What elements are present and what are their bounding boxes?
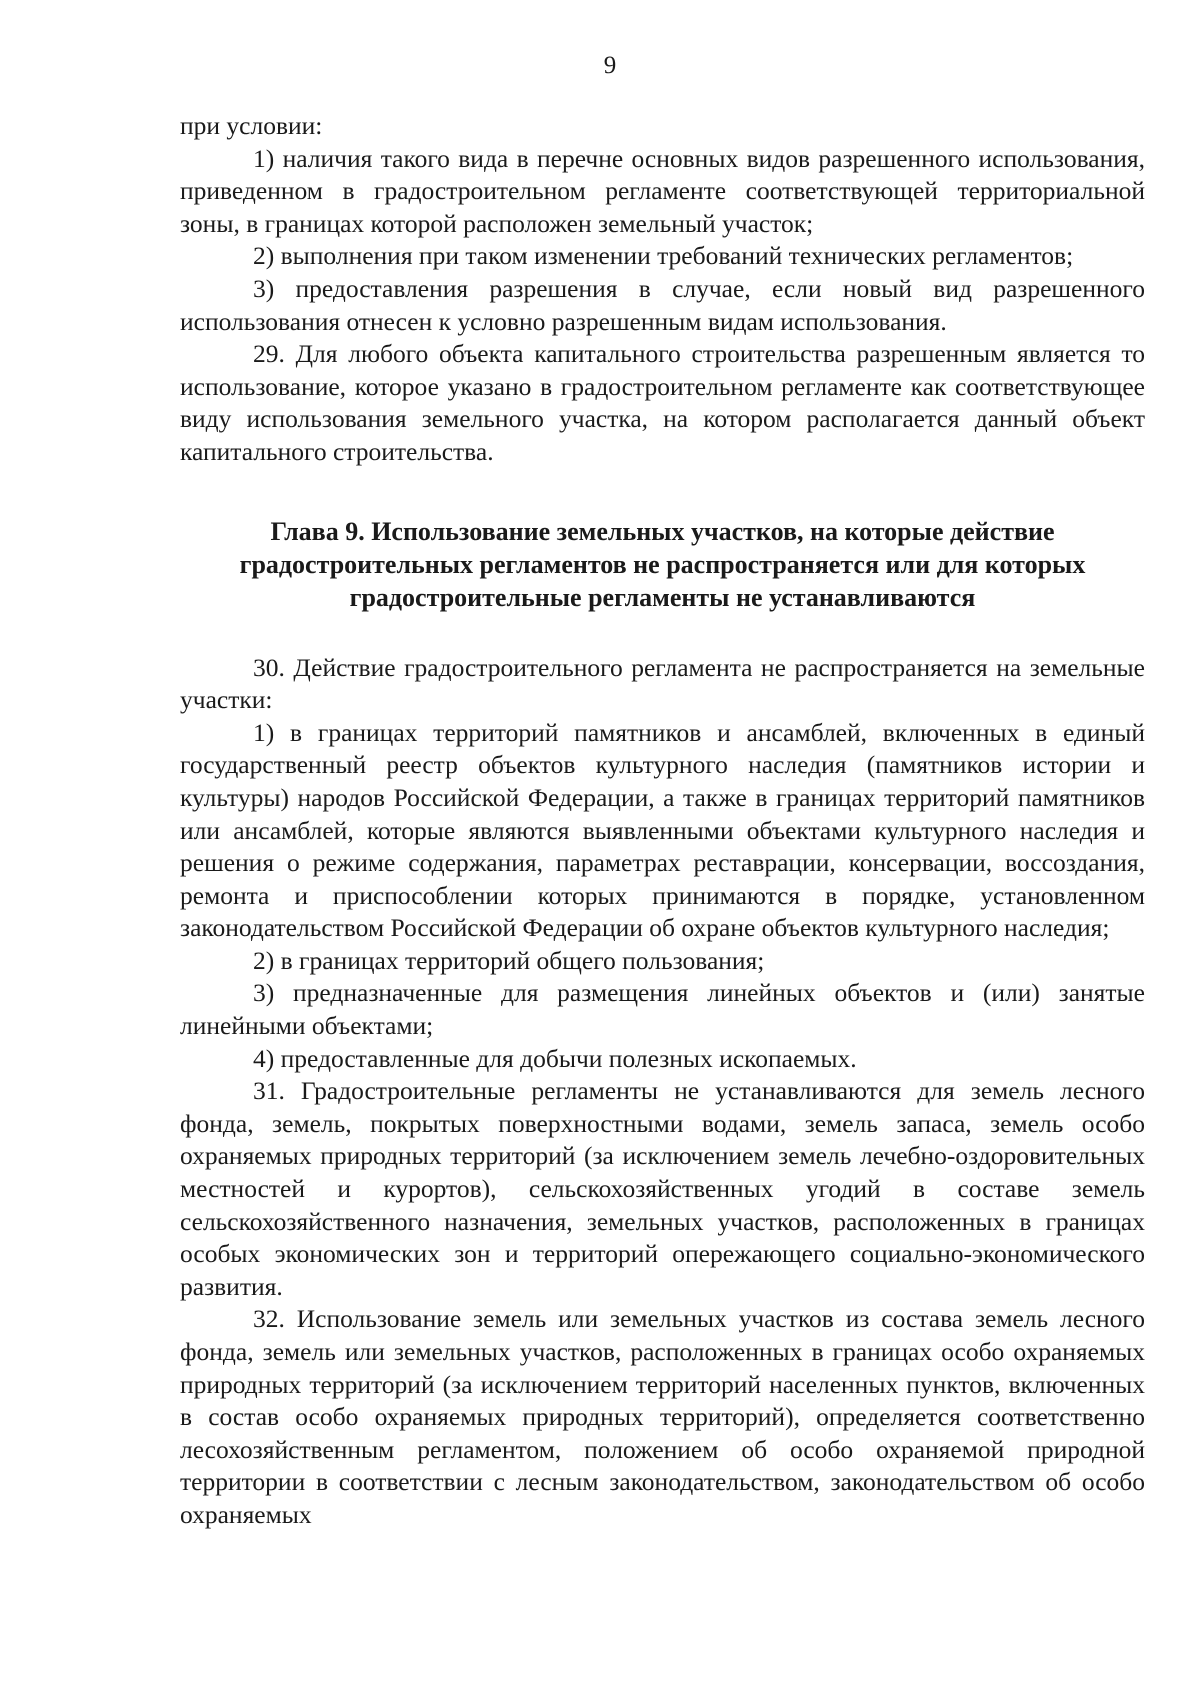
section-after-heading [180,652,1145,1532]
paragraph: при условии: [180,111,323,140]
paragraph: 31. Градостроительные регламенты не устанавливаются для земель лесного фонда, земель, покрытых поверхностными водами, земель запаса, земель особо охраняемых природных территорий (за исключением земель лечебно-оздоровительных местностей и курортов), сельскохозяйственных угодий в составе земель сельскохозяйственного назначения, земельных участков, расположенных в границах особых экономических зон и территорий опережающего социально-экономического развития. [180,1076,1145,1301]
paragraph: 29. Для любого объекта капитального строительства разрешенным является то использование, которое указано в градостроительном регламенте как соответствующее виду использования земельного участка, на котором располагается данный объект капитального строительства. [180,339,1145,466]
section-before-heading [180,110,1145,469]
chapter-heading-line-3: градостроительные регламенты не устанавливаются [349,582,976,612]
chapter-heading [180,515,1145,614]
paragraph: 1) в границах территорий памятников и ансамблей, включенных в единый государственный реестр объектов культурного наследия (памятников истории и культуры) народов Российской Федерации, а также в границах территорий памятников или ансамблей, которые являются выявленными объектами культурного наследия и решения о режиме содержания, параметрах реставрации, консервации, воссоздания, ремонта и приспособлении которых принимаются в порядке, установленном законодательством Российской Федерации об охране объектов культурного наследия; [180,717,1145,943]
paragraph: 2) в границах территорий общего пользования; [253,945,765,975]
chapter-heading-line-1: Глава 9. Использование земельных участков, на которые действие [270,516,1055,546]
page-number: 9 [603,52,617,79]
paragraph: 1) наличия такого вида в перечне основных видов разрешенного использования, приведенном в градостроительном регламенте соответствующей территориальной зоны, в границах которой расположен земельный участок; [180,143,1145,238]
document-body [180,110,1145,1532]
paragraph: 32. Использование земель или земельных участков из состава земель лесного фонда, земель или земельных участков, расположенных в границах особо охраняемых природных территорий (за исключением территорий населенных пунктов, включенных в состав особо охраняемых природных территорий), определяется соответственно лесохозяйственным регламентом, положением об особо охраняемой природной территории в соответствии с лесным законодательством, законодательством об особо охраняемых [180,1304,1145,1529]
paragraph: 2) выполнения при таком изменении требований технических регламентов; [253,241,1074,271]
paragraph: 3) предназначенные для размещения линейных объектов и (или) занятые линейными объектами; [180,978,1145,1041]
paragraph: 3) предоставления разрешения в случае, если новый вид разрешенного использования отнесен к условно разрешенным видам использования. [180,273,1145,336]
chapter-heading-line-2: градостроительных регламентов не распространяется или для которых [239,549,1086,579]
paragraph: 30. Действие градостроительного регламента не распространяется на земельные участки: [180,652,1145,715]
paragraph: 4) предоставленные для добычи полезных ископаемых. [253,1043,857,1073]
